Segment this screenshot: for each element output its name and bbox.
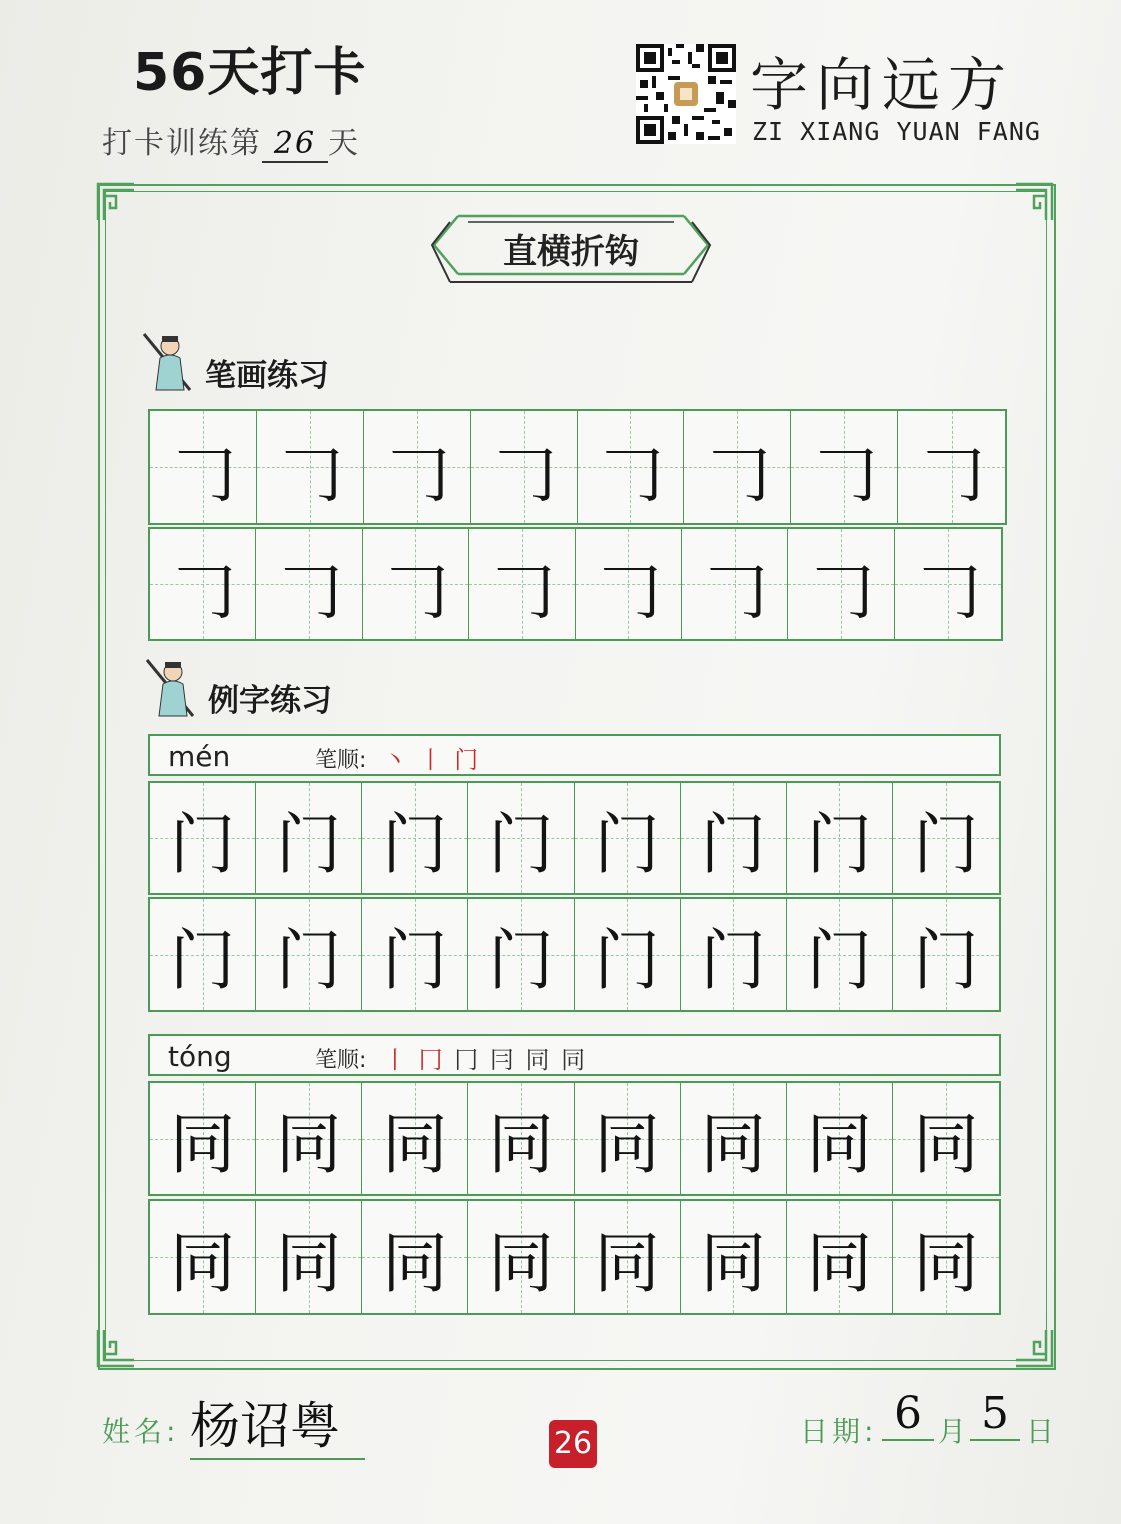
practice-cell: 门 [893,899,999,1010]
example-row-tong-2 [148,1199,1001,1315]
stroke-order-label: 笔顺: [315,1048,367,1073]
practice-cell: 同 [893,1083,999,1194]
stroke-order-label: 笔顺: [315,748,367,773]
practice-cell: 同 [150,1201,256,1313]
practice-cell: 𠃌 [898,411,1005,523]
example-practice-heading: 例字练习 [208,683,332,719]
practice-cell: 𠃌 [682,529,788,639]
practice-cell: 𠃌 [150,411,257,523]
stroke-practice-row-1 [148,409,1007,525]
practice-cell: 𠃌 [578,411,685,523]
practice-cell: 同 [468,1083,574,1194]
practice-cell: 同 [787,1201,893,1313]
brand-name-en: ZI XIANG YUAN FANG [752,117,1041,146]
month-unit: 月 [938,1415,967,1448]
checkin-day-line [102,118,360,163]
stroke-practice-heading: 笔画练习 [205,358,329,394]
checkin-suffix: 天 [328,126,360,161]
stroke-name-title: 直横折钩 [503,232,639,272]
char-info-bar [148,734,1001,776]
char-info-bar [148,1034,1001,1076]
stroke-practice-row-2 [148,527,1003,641]
fret-corner-icon [96,182,136,222]
practice-cell: 门 [362,783,468,893]
practice-cell: 𠃌 [471,411,578,523]
practice-cell: 门 [575,899,681,1010]
checkin-prefix: 打卡训练第 [102,126,262,161]
stroke-order-sequence: 丶 丨 门 [383,746,481,774]
practice-cell: 同 [681,1201,787,1313]
practice-cell: 门 [787,899,893,1010]
practice-cell: 门 [256,783,362,893]
practice-cell: 门 [681,783,787,893]
date-label: 日期: [800,1415,878,1448]
qr-code-icon [636,44,736,144]
practice-cell: 𠃌 [363,529,469,639]
practice-cell: 同 [150,1083,256,1194]
fret-corner-icon [96,1328,136,1368]
practice-cell: 同 [893,1201,999,1313]
brand-name-cn: 字向远方 [750,51,1015,119]
practice-cell: 门 [787,783,893,893]
practice-cell: 门 [150,783,256,893]
stroke-order-sequence: 丨 冂 冂 冃 同 同 [383,1046,588,1074]
example-row-men-1 [148,781,1001,895]
practice-cell: 门 [256,899,362,1010]
practice-cell: 门 [468,899,574,1010]
practice-cell: 同 [787,1083,893,1194]
example-row-men-2 [148,897,1001,1012]
practice-cell: 𠃌 [576,529,682,639]
practice-cell: 门 [575,783,681,893]
page-number-badge: 26 [549,1420,597,1468]
scholar-mascot-icon [140,330,198,394]
example-row-tong-1 [148,1081,1001,1196]
day-unit: 日 [1026,1415,1055,1448]
pinyin: tóng [168,1040,232,1073]
practice-cell: 门 [893,783,999,893]
practice-cell: 同 [575,1201,681,1313]
practice-cell: 门 [362,899,468,1010]
practice-cell: 同 [681,1083,787,1194]
practice-cell: 门 [468,783,574,893]
date-month-field[interactable]: 6 [882,1388,934,1441]
name-label: 姓名: [102,1415,180,1448]
scholar-mascot-icon [143,656,201,720]
practice-cell: 𠃌 [256,529,362,639]
practice-cell: 𠃌 [469,529,575,639]
practice-cell: 同 [362,1083,468,1194]
name-field[interactable]: 杨诏粤 [190,1386,365,1460]
practice-cell: 𠃌 [684,411,791,523]
practice-cell: 门 [681,899,787,1010]
pinyin: mén [168,740,231,773]
practice-cell: 同 [468,1201,574,1313]
fret-corner-icon [1014,1328,1054,1368]
practice-cell: 同 [256,1083,362,1194]
practice-cell: 𠃌 [895,529,1001,639]
practice-cell: 门 [150,899,256,1010]
practice-cell: 同 [575,1083,681,1194]
practice-cell: 𠃌 [791,411,898,523]
practice-cell: 同 [256,1201,362,1313]
practice-cell: 𠃌 [364,411,471,523]
practice-cell: 𠃌 [788,529,894,639]
practice-cell: 同 [362,1201,468,1313]
practice-cell: 𠃌 [150,529,256,639]
date-day-field[interactable]: 5 [970,1388,1020,1441]
practice-cell: 𠃌 [257,411,364,523]
fret-corner-icon [1014,182,1054,222]
checkin-day-value: 26 [262,126,328,163]
page-title: 56天打卡 [133,43,367,103]
